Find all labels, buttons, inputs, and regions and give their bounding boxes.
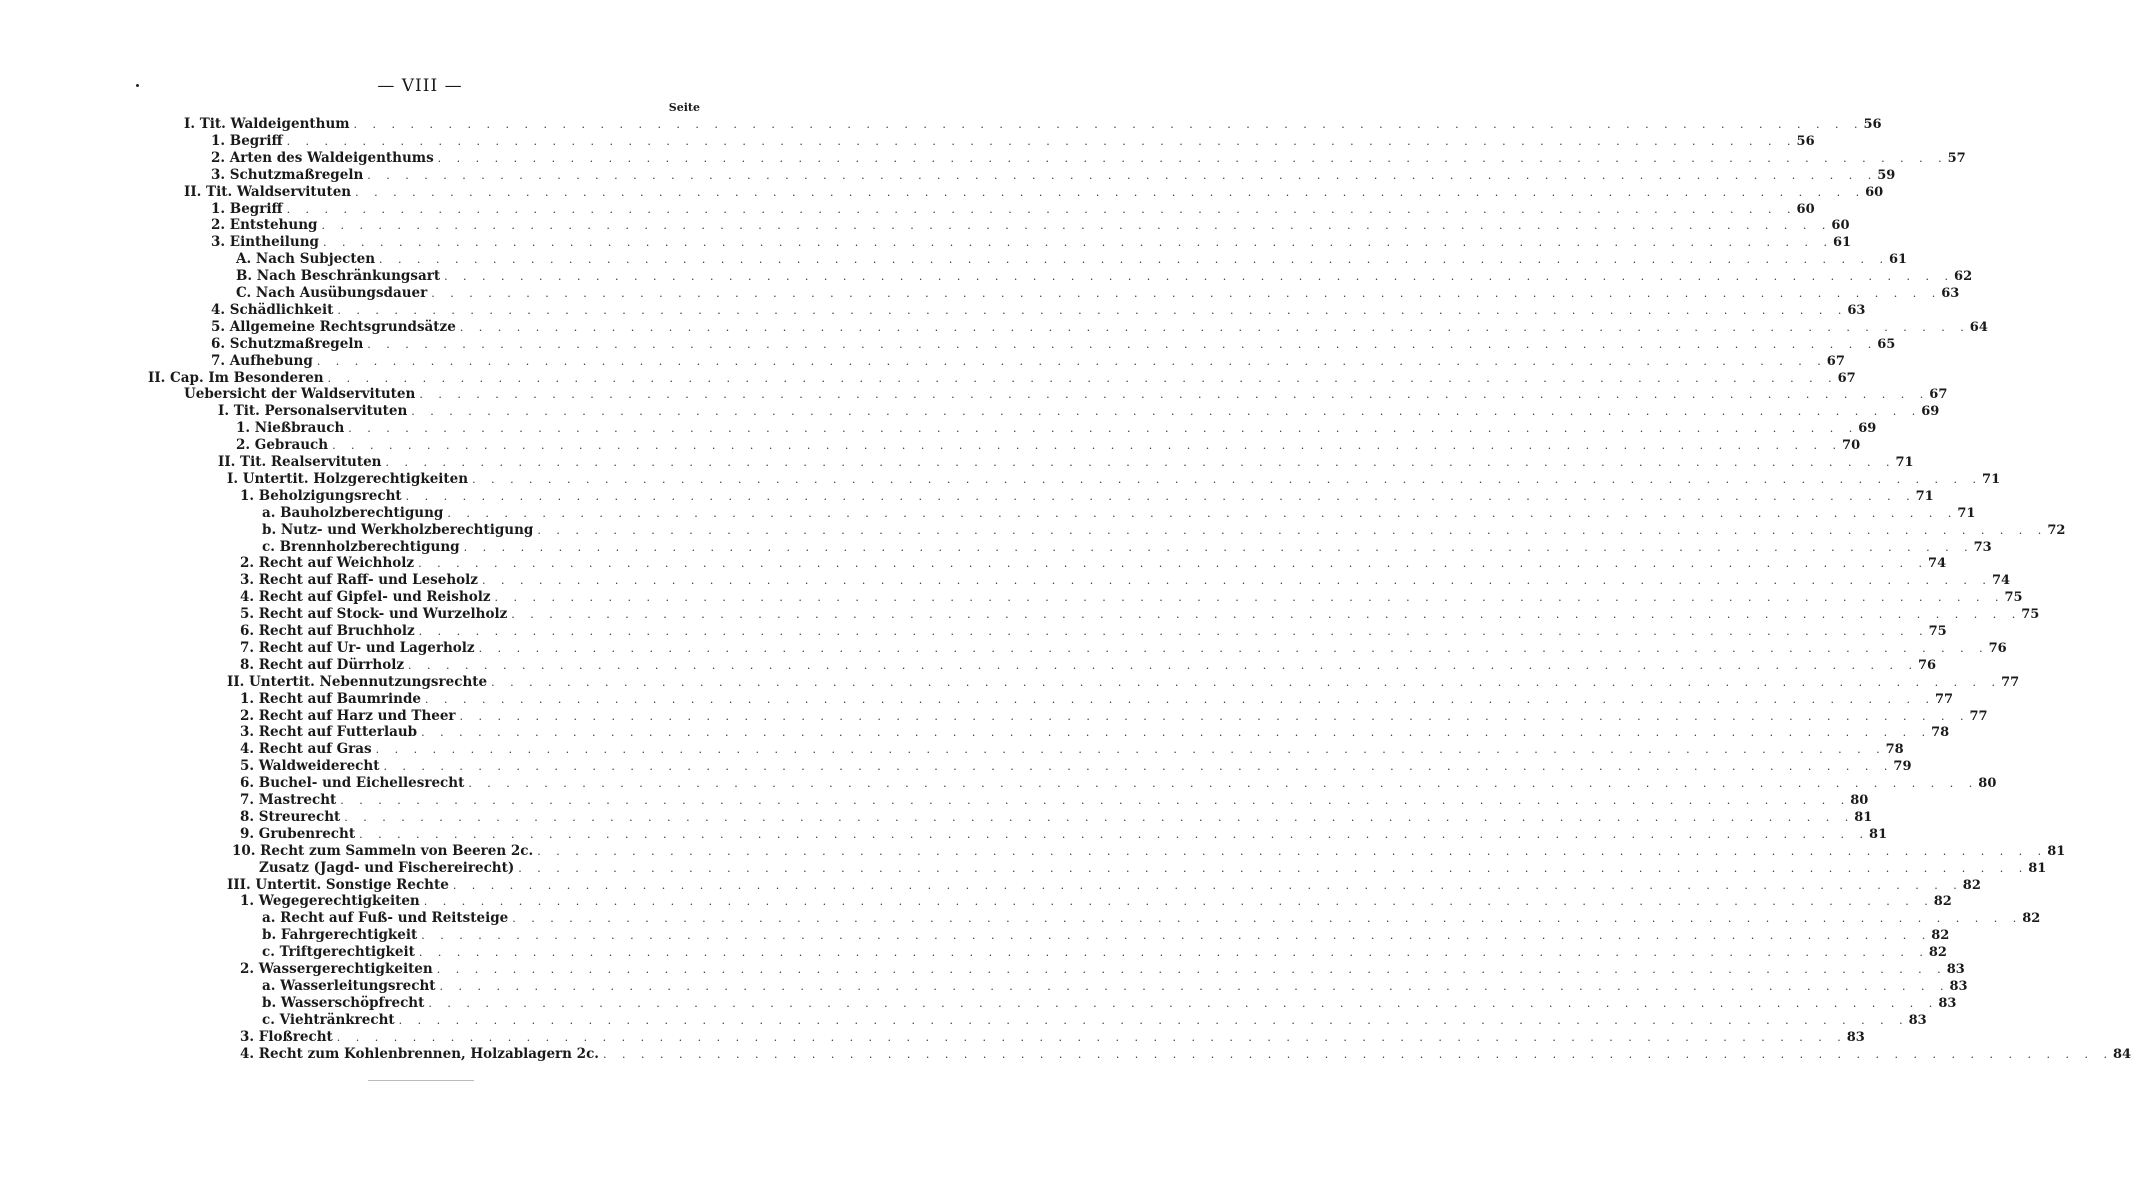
toc-page-number: 83 — [1946, 962, 1965, 977]
toc-entry-title: 3. Floßrecht — [240, 1028, 333, 1045]
toc-leader-dots: . . . . . . . . . . . . . . . . . . . . . . . . . . . . . . . . . . . . . . . . . . . . . . . . . . . . . . . . . . . . . . . . . . . . . . . . . . . . . . . . — [463, 540, 1974, 554]
bottom-rule — [368, 1080, 474, 1081]
toc-entry-title: 1. Recht auf Baumrinde — [240, 690, 421, 707]
toc-page-number: 80 — [1978, 776, 1997, 792]
toc-entry — [0, 268, 1973, 285]
toc-leader-dots: . . . . . . . . . . . . . . . . . . . . . . . . . . . . . . . . . . . . . . . . . . . . . . . . . . . . . . . . . . . . . . . . . . . . . . . . . . . . . . . . — [511, 608, 2022, 622]
toc-leader-dots: . . . . . . . . . . . . . . . . . . . . . . . . . . . . . . . . . . . . . . . . . . . . . . . . . . . . . . . . . . . . . . . . . . . . . . . . . . . . . . . . — [359, 827, 1870, 841]
toc-page-number: 70 — [1842, 438, 1861, 454]
toc-page-number: 60 — [1796, 201, 1815, 217]
toc-entry — [0, 910, 2041, 927]
toc-entry-title: 3. Recht auf Raff- und Leseholz — [240, 572, 478, 589]
toc-entry-title: 4. Schädlichkeit — [211, 301, 334, 318]
toc-page-number: 56 — [1796, 133, 1815, 149]
toc-entry-title: 3. Eintheilung — [211, 234, 319, 251]
toc-entry — [0, 724, 1950, 741]
toc-page-number: 83 — [1938, 995, 1957, 1011]
toc-leader-dots: . . . . . . . . . . . . . . . . . . . . . . . . . . . . . . . . . . . . . . . . . . . . . . . . . . . . . . . . . . . . . . . . . . . . . . . . . . . . . . . . — [478, 641, 1989, 655]
toc-page-number: 79 — [1893, 759, 1912, 775]
toc-entry-title: 8. Recht auf Dürrholz — [240, 656, 405, 673]
toc-entry — [0, 555, 1947, 572]
toc-entry-title: 5. Allgemeine Rechtsgrundsätze — [211, 318, 456, 335]
toc-entry — [0, 132, 1815, 150]
toc-entry — [0, 301, 1866, 319]
toc-leader-dots: . . . . . . . . . . . . . . . . . . . . . . . . . . . . . . . . . . . . . . . . . . . . . . . . . . . . . . . . . . . . . . . . . . . . . . . . . . . . . . . . — [512, 912, 2023, 926]
toc-entry-title: I. Tit. Waldeigenthum — [184, 116, 350, 132]
toc-page-number: 76 — [1988, 640, 2007, 656]
toc-leader-dots: . . . . . . . . . . . . . . . . . . . . . . . . . . . . . . . . . . . . . . . . . . . . . . . . . . . . . . . . . . . . . . . . . . . . . . . . . . . . . . . . — [344, 810, 1855, 824]
toc-entry — [0, 217, 1850, 234]
toc-page-number: 69 — [1921, 404, 1940, 420]
toc-entry — [0, 183, 1884, 201]
toc-entry-title: II. Tit. Waldservituten — [184, 183, 352, 200]
toc-entry-title: c. Viehtränkrecht — [262, 1011, 395, 1028]
toc-page-number: 80 — [1850, 793, 1869, 808]
toc-leader-dots: . . . . . . . . . . . . . . . . . . . . . . . . . . . . . . . . . . . . . . . . . . . . . . . . . . . . . . . . . . . . . . . . . . . . . . . . . . . . . . . . — [418, 557, 1929, 571]
toc-entry-title: 10. Recht zum Sammeln von Beeren 2c. — [232, 842, 534, 859]
toc-entry-title: 2. Gebrauch — [236, 437, 329, 454]
toc-entry — [0, 251, 1908, 268]
toc-page-number: 83 — [1949, 978, 1968, 994]
toc-leader-dots: . . . . . . . . . . . . . . . . . . . . . . . . . . . . . . . . . . . . . . . . . . . . . . . . . . . . . . . . . . . . . . . . . . . . . . . . . . . . . . . . — [286, 202, 1797, 216]
toc-entry-title: 9. Grubenrecht — [240, 825, 356, 842]
toc-leader-dots: . . . . . . . . . . . . . . . . . . . . . . . . . . . . . . . . . . . . . . . . . . . . . . . . . . . . . . . . . . . . . . . . . . . . . . . . . . . . . . . . — [418, 946, 1929, 960]
toc-entry — [0, 961, 1965, 978]
toc-entry — [0, 1028, 1865, 1046]
toc-entry — [0, 639, 2007, 657]
toc-entry-title: b. Fahrgerechtigkeit — [262, 927, 418, 944]
toc-page-number: 61 — [1832, 235, 1852, 251]
toc-entry-title: II. Cap. Im Besonderen — [148, 369, 324, 386]
toc-leader-dots: . . . . . . . . . . . . . . . . . . . . . . . . . . . . . . . . . . . . . . . . . . . . . . . . . . . . . . . . . . . . . . . . . . . . . . . . . . . . . . . . — [408, 658, 1918, 672]
toc-entry-title: I. Untertit. Holzgerechtigkeiten — [227, 470, 469, 487]
toc-page-number: 67 — [1826, 353, 1845, 369]
toc-entry — [0, 572, 2011, 589]
toc-page-number: 75 — [1928, 624, 1947, 639]
toc-entry-title: A. Nach Subjecten — [236, 251, 376, 268]
seite-column-label: Seite — [668, 101, 700, 114]
toc-entry — [0, 285, 1960, 302]
toc-entry-title: III. Untertit. Sonstige Rechte — [227, 876, 449, 893]
toc-entry — [0, 454, 1914, 471]
toc-entry — [0, 927, 1950, 944]
toc-entry — [0, 876, 1981, 894]
toc-entry — [0, 1045, 2131, 1063]
toc-entry-title: 1. Begriff — [211, 132, 283, 149]
toc-leader-dots: . . . . . . . . . . . . . . . . . . . . . . . . . . . . . . . . . . . . . . . . . . . . . . . . . . . . . . . . . . . . . . . . . . . . . . . . . . . . . . . . — [423, 895, 1934, 909]
toc-entry-title: 2. Arten des Waldeigenthums — [211, 149, 434, 166]
toc-page-number: 83 — [1846, 1029, 1865, 1045]
toc-entry — [0, 1011, 1927, 1029]
toc-page-number: 72 — [2047, 522, 2066, 538]
toc-page-number: 77 — [2001, 674, 2020, 690]
toc-entry — [0, 808, 1873, 826]
toc-page-number: 60 — [1865, 184, 1884, 200]
toc-entry — [0, 166, 1896, 184]
toc-page-number: 69 — [1858, 421, 1877, 437]
toc-leader-dots: . . . . . . . . . . . . . . . . . . . . . . . . . . . . . . . . . . . . . . . . . . . . . . . . . . . . . . . . . . . . . . . . . . . . . . . . . . . . . . . . — [340, 794, 1851, 807]
toc-entry — [0, 842, 2066, 860]
toc-entry-title: 2. Recht auf Weichholz — [240, 555, 415, 572]
toc-leader-dots: . . . . . . . . . . . . . . . . . . . . . . . . . . . . . . . . . . . . . . . . . . . . . . . . . . . . . . . . . . . . . . . . . . . . . . . . . . . . . . . . — [379, 253, 1890, 267]
toc-leader-dots: . . . . . . . . . . . . . . . . . . . . . . . . . . . . . . . . . . . . . . . . . . . . . . . . . . . . . . . . . . . . . . . . . . . . . . . . . . . . . . . . — [419, 388, 1930, 402]
toc-entry-title: a. Wasserleitungsrecht — [262, 977, 436, 994]
toc-page-number: 82 — [2022, 911, 2041, 927]
toc-page-number: 67 — [1837, 370, 1856, 386]
toc-page-number: 71 — [1957, 505, 1976, 521]
toc-leader-dots: . . . . . . . . . . . . . . . . . . . . . . . . . . . . . . . . . . . . . . . . . . . . . . . . . . . . . . . . . . . . . . . . . . . . . . . . . . . . . . . . — [348, 422, 1859, 436]
toc-entry-title: b. Nutz- und Werkholzberechtigung — [262, 521, 534, 538]
toc-entry — [0, 656, 1937, 674]
toc-entry-title: 4. Recht auf Gipfel- und Reisholz — [240, 589, 491, 606]
toc-page-number: 74 — [1928, 556, 1947, 572]
toc-entry — [0, 538, 1992, 556]
toc-entry-title: 5. Recht auf Stock- und Wurzelholz — [240, 606, 508, 623]
toc-page-number: 59 — [1877, 167, 1896, 183]
toc-leader-dots: . . . . . . . . . . . . . . . . . . . . . . . . . . . . . . . . . . . . . . . . . . . . . . . . . . . . . . . . . . . . . . . . . . . . . . . . . . . . . . . . — [603, 1047, 2113, 1061]
toc-page-number: 82 — [1962, 877, 1981, 893]
toc-entry-title: Zusatz (Jagd- und Fischereirecht) — [259, 859, 515, 876]
toc-leader-dots: . . . . . . . . . . . . . . . . . . . . . . . . . . . . . . . . . . . . . . . . . . . . . . . . . . . . . . . . . . . . . . . . . . . . . . . . . . . . . . . . — [336, 1030, 1847, 1044]
toc-page-number: 83 — [1908, 1012, 1927, 1028]
toc-leader-dots: . . . . . . . . . . . . . . . . . . . . . . . . . . . . . . . . . . . . . . . . . . . . . . . . . . . . . . . . . . . . . . . . . . . . . . . . . . . . . . . . — [321, 219, 1832, 233]
toc-page-number: 60 — [1831, 218, 1850, 234]
toc-leader-dots: . . . . . . . . . . . . . . . . . . . . . . . . . . . . . . . . . . . . . . . . . . . . . . . . . . . . . . . . . . . . . . . . . . . . . . . . . . . . . . . . — [323, 236, 1833, 250]
toc-page-number: 63 — [1941, 286, 1960, 301]
toc-entry — [0, 825, 1888, 843]
toc-page-number: 78 — [1885, 742, 1904, 758]
toc-entry-title: B. Nach Beschränkungsart — [236, 268, 441, 285]
toc-entry-title: 1. Wegegerechtigkeiten — [240, 893, 420, 910]
toc-page-number: 82 — [1931, 928, 1950, 944]
toc-leader-dots: . . . . . . . . . . . . . . . . . . . . . . . . . . . . . . . . . . . . . . . . . . . . . . . . . . . . . . . . . . . . . . . . . . . . . . . . . . . . . . . . — [405, 489, 1916, 503]
toc-entry — [0, 690, 1954, 708]
toc-page-number: 61 — [1889, 252, 1908, 268]
toc-page-number: 73 — [1973, 539, 1992, 555]
toc-leader-dots: . . . . . . . . . . . . . . . . . . . . . . . . . . . . . . . . . . . . . . . . . . . . . . . . . . . . . . . . . . . . . . . . . . . . . . . . . . . . . . . . — [459, 320, 1970, 334]
toc-page-number: 82 — [1928, 945, 1947, 961]
toc-entry — [0, 335, 1896, 353]
toc-leader-dots: . . . . . . . . . . . . . . . . . . . . . . . . . . . . . . . . . . . . . . . . . . . . . . . . . . . . . . . . . . . . . . . . . . . . . . . . . . . . . . . . — [431, 287, 1942, 300]
toc-entry — [0, 318, 1988, 336]
toc-entry — [0, 470, 2001, 488]
toc-entry-title: a. Recht auf Fuß- und Reitsteige — [262, 910, 509, 927]
toc-entry — [0, 149, 1966, 167]
toc-page-number: 71 — [1915, 488, 1934, 504]
toc-entry-title: II. Tit. Realservituten — [218, 454, 382, 470]
toc-leader-dots: . . . . . . . . . . . . . . . . . . . . . . . . . . . . . . . . . . . . . . . . . . . . . . . . . . . . . . . . . . . . . . . . . . . . . . . . . . . . . . . . — [327, 371, 1838, 385]
toc-leader-dots: . . . . . . . . . . . . . . . . . . . . . . . . . . . . . . . . . . . . . . . . . . . . . . . . . . . . . . . . . . . . . . . . . . . . . . . . . . . . . . . . — [367, 168, 1878, 182]
toc-entry-title: 4. Recht zum Kohlenbrennen, Holzablagern 2c. — [240, 1045, 599, 1062]
toc-page-number: 78 — [1931, 725, 1950, 741]
toc-leader-dots: . . . . . . . . . . . . . . . . . . . . . . . . . . . . . . . . . . . . . . . . . . . . . . . . . . . . . . . . . . . . . . . . . . . . . . . . . . . . . . . . — [418, 625, 1929, 638]
toc-leader-dots: . . . . . . . . . . . . . . . . . . . . . . . . . . . . . . . . . . . . . . . . . . . . . . . . . . . . . . . . . . . . . . . . . . . . . . . . . . . . . . . . — [481, 574, 1992, 588]
toc-leader-dots: . . . . . . . . . . . . . . . . . . . . . . . . . . . . . . . . . . . . . . . . . . . . . . . . . . . . . . . . . . . . . . . . . . . . . . . . . . . . . . . . — [439, 979, 1950, 993]
toc-entry — [0, 792, 1869, 809]
toc-entry — [0, 775, 1997, 792]
toc-entry — [0, 758, 1912, 775]
toc-entry-title: b. Wasserschöpfrecht — [262, 994, 425, 1011]
toc-entry — [0, 352, 1845, 370]
toc-page-number: 56 — [1863, 117, 1882, 132]
toc-entry-title: 7. Aufhebung — [211, 352, 313, 369]
toc-leader-dots: . . . . . . . . . . . . . . . . . . . . . . . . . . . . . . . . . . . . . . . . . . . . . . . . . . . . . . . . . . . . . . . . . . . . . . . . . . . . . . . . — [316, 354, 1827, 368]
toc-entry — [0, 893, 1952, 910]
toc-leader-dots: . . . . . . . . . . . . . . . . . . . . . . . . . . . . . . . . . . . . . . . . . . . . . . . . . . . . . . . . . . . . . . . . . . . . . . . . . . . . . . . . — [518, 861, 2029, 875]
toc-entry — [0, 673, 2020, 691]
toc-entry-title: 3. Recht auf Futterlaub — [240, 724, 418, 741]
toc-leader-dots: . . . . . . . . . . . . . . . . . . . . . . . . . . . . . . . . . . . . . . . . . . . . . . . . . . . . . . . . . . . . . . . . . . . . . . . . . . . . . . . . — [383, 760, 1894, 774]
toc-entry-title: Uebersicht der Waldservituten — [184, 386, 416, 403]
toc-page-number: 76 — [1917, 657, 1937, 673]
toc-leader-dots: . . . . . . . . . . . . . . . . . . . . . . . . . . . . . . . . . . . . . . . . . . . . . . . . . . . . . . . . . . . . . . . . . . . . . . . . . . . . . . . . — [398, 1013, 1909, 1027]
toc-entry — [0, 386, 1948, 403]
toc-entry — [0, 504, 1976, 522]
toc-entry-title: 1. Nießbrauch — [236, 420, 345, 437]
toc-page-number: 81 — [2028, 860, 2047, 876]
toc-entry — [0, 977, 1968, 995]
toc-entry — [0, 234, 1852, 251]
toc-entry — [0, 994, 1957, 1012]
toc-entry — [0, 403, 1940, 420]
toc-leader-dots: . . . . . . . . . . . . . . . . . . . . . . . . . . . . . . . . . . . . . . . . . . . . . . . . . . . . . . . . . . . . . . . . . . . . . . . . . . . . . . . . — [421, 929, 1932, 943]
toc-entry — [0, 200, 1815, 218]
toc-entry-title: a. Bauholzberechtigung — [262, 504, 444, 521]
toc-entry-title: 6. Schutzmaßregeln — [211, 335, 364, 352]
toc-entry-title: II. Untertit. Nebennutzungsrechte — [227, 673, 488, 690]
toc-leader-dots: . . . . . . . . . . . . . . . . . . . . . . . . . . . . . . . . . . . . . . . . . . . . . . . . . . . . . . . . . . . . . . . . . . . . . . . . . . . . . . . . — [424, 692, 1935, 706]
toc-page-number: 67 — [1929, 387, 1948, 403]
toc-page-number: 75 — [2004, 590, 2023, 606]
toc-entry — [0, 437, 1861, 454]
toc-leader-dots: . . . . . . . . . . . . . . . . . . . . . . . . . . . . . . . . . . . . . . . . . . . . . . . . . . . . . . . . . . . . . . . . . . . . . . . . . . . . . . . . — [437, 151, 1948, 165]
toc-entry — [0, 944, 1947, 961]
toc-leader-dots: . . . . . . . . . . . . . . . . . . . . . . . . . . . . . . . . . . . . . . . . . . . . . . . . . . . . . . . . . . . . . . . . . . . . . . . . . . . . . . . . — [286, 134, 1797, 148]
toc-leader-dots: . . . . . . . . . . . . . . . . . . . . . . . . . . . . . . . . . . . . . . . . . . . . . . . . . . . . . . . . . . . . . . . . . . . . . . . . . . . . . . . . — [353, 118, 1864, 131]
toc-entry-title: 6. Buchel- und Eichellesrecht — [240, 775, 465, 792]
toc-page-number: 62 — [1954, 269, 1973, 285]
toc-leader-dots: . . . . . . . . . . . . . . . . . . . . . . . . . . . . . . . . . . . . . . . . . . . . . . . . . . . . . . . . . . . . . . . . . . . . . . . . . . . . . . . . — [537, 844, 2048, 858]
toc-entry-title: c. Brennholzberechtigung — [262, 538, 460, 555]
toc-entry — [0, 859, 2047, 877]
toc-leader-dots: . . . . . . . . . . . . . . . . . . . . . . . . . . . . . . . . . . . . . . . . . . . . . . . . . . . . . . . . . . . . . . . . . . . . . . . . . . . . . . . . — [468, 777, 1979, 791]
toc-page-number: 81 — [2047, 843, 2066, 859]
toc-leader-dots: . . . . . . . . . . . . . . . . . . . . . . . . . . . . . . . . . . . . . . . . . . . . . . . . . . . . . . . . . . . . . . . . . . . . . . . . . . . . . . . . — [375, 743, 1886, 757]
toc-leader-dots: . . . . . . . . . . . . . . . . . . . . . . . . . . . . . . . . . . . . . . . . . . . . . . . . . . . . . . . . . . . . . . . . . . . . . . . . . . . . . . . . — [332, 439, 1843, 453]
toc-leader-dots: . . . . . . . . . . . . . . . . . . . . . . . . . . . . . . . . . . . . . . . . . . . . . . . . . . . . . . . . . . . . . . . . . . . . . . . . . . . . . . . . — [428, 996, 1939, 1010]
toc-page-number: 77 — [1969, 708, 1988, 724]
toc-page-number: 81 — [1869, 826, 1888, 842]
toc-page-number: 57 — [1947, 150, 1966, 166]
toc-entry-title: 7. Mastrecht — [240, 792, 337, 808]
toc-entry-title: 7. Recht auf Ur- und Lagerholz — [240, 639, 475, 656]
toc-page-number: 77 — [1934, 691, 1954, 707]
toc-page-number: 63 — [1847, 302, 1866, 318]
toc-leader-dots: . . . . . . . . . . . . . . . . . . . . . . . . . . . . . . . . . . . . . . . . . . . . . . . . . . . . . . . . . . . . . . . . . . . . . . . . . . . . . . . . — [436, 963, 1947, 976]
toc-page-number: 71 — [1982, 471, 2001, 487]
toc-page-number: 82 — [1933, 894, 1952, 910]
toc-entry-title: 6. Recht auf Bruchholz — [240, 623, 415, 639]
toc-entry — [0, 369, 1856, 387]
page-number-header: — VIII — — [377, 76, 463, 96]
toc-entry-title: 5. Waldweiderecht — [240, 758, 380, 775]
toc-leader-dots: . . . . . . . . . . . . . . . . . . . . . . . . . . . . . . . . . . . . . . . . . . . . . . . . . . . . . . . . . . . . . . . . . . . . . . . . . . . . . . . . — [452, 878, 1963, 892]
toc-entry-title: 4. Recht auf Gras — [240, 741, 372, 758]
toc-entry-title: 2. Recht auf Harz und Theer — [240, 707, 456, 724]
toc-entry-title: 2. Entstehung — [211, 217, 318, 234]
toc-entry — [0, 606, 2040, 623]
toc-entry-title: 1. Begriff — [211, 200, 283, 217]
toc-entry-title: 8. Streurecht — [240, 808, 341, 825]
toc-page-number: 64 — [1969, 319, 1988, 335]
toc-page-number: 81 — [1854, 809, 1873, 825]
toc-entry — [0, 420, 1877, 437]
toc-entry — [0, 487, 1934, 505]
toc-entry-title: c. Triftgerechtigkeit — [262, 944, 415, 961]
toc-page-number: 75 — [2021, 607, 2040, 623]
toc-leader-dots: . . . . . . . . . . . . . . . . . . . . . . . . . . . . . . . . . . . . . . . . . . . . . . . . . . . . . . . . . . . . . . . . . . . . . . . . . . . . . . . . — [537, 523, 2048, 537]
toc-leader-dots: . . . . . . . . . . . . . . . . . . . . . . . . . . . . . . . . . . . . . . . . . . . . . . . . . . . . . . . . . . . . . . . . . . . . . . . . . . . . . . . . — [447, 506, 1958, 520]
toc-leader-dots: . . . . . . . . . . . . . . . . . . . . . . . . . . . . . . . . . . . . . . . . . . . . . . . . . . . . . . . . . . . . . . . . . . . . . . . . . . . . . . . . — [472, 472, 1983, 486]
toc-entry-title: C. Nach Ausübungsdauer — [236, 285, 428, 301]
toc-entry — [0, 623, 1947, 640]
toc-entry-title: 1. Beholzigungsrecht — [240, 487, 402, 504]
toc-leader-dots: . . . . . . . . . . . . . . . . . . . . . . . . . . . . . . . . . . . . . . . . . . . . . . . . . . . . . . . . . . . . . . . . . . . . . . . . . . . . . . . . — [459, 709, 1970, 723]
toc-leader-dots: . . . . . . . . . . . . . . . . . . . . . . . . . . . . . . . . . . . . . . . . . . . . . . . . . . . . . . . . . . . . . . . . . . . . . . . . . . . . . . . . — [411, 405, 1922, 419]
toc-leader-dots: . . . . . . . . . . . . . . . . . . . . . . . . . . . . . . . . . . . . . . . . . . . . . . . . . . . . . . . . . . . . . . . . . . . . . . . . . . . . . . . . — [494, 591, 2005, 605]
toc-entry-title: 3. Schutzmaßregeln — [211, 166, 364, 183]
toc-entry — [0, 741, 1904, 758]
toc-entry — [0, 521, 2066, 539]
toc-page-number: 84 — [2112, 1046, 2131, 1062]
toc-entry-title: 2. Wassergerechtigkeiten — [240, 961, 433, 977]
toc-entry-title: I. Tit. Personalservituten — [218, 403, 408, 420]
toc-page-number: 65 — [1877, 336, 1896, 352]
toc-leader-dots: . . . . . . . . . . . . . . . . . . . . . . . . . . . . . . . . . . . . . . . . . . . . . . . . . . . . . . . . . . . . . . . . . . . . . . . . . . . . . . . . — [444, 270, 1955, 284]
toc-leader-dots: . . . . . . . . . . . . . . . . . . . . . . . . . . . . . . . . . . . . . . . . . . . . . . . . . . . . . . . . . . . . . . . . . . . . . . . . . . . . . . . . — [367, 337, 1878, 351]
toc-leader-dots: . . . . . . . . . . . . . . . . . . . . . . . . . . . . . . . . . . . . . . . . . . . . . . . . . . . . . . . . . . . . . . . . . . . . . . . . . . . . . . . . — [491, 675, 2002, 689]
toc-page-number: 74 — [1991, 573, 2011, 589]
toc-entry — [0, 116, 1882, 133]
toc-entry — [0, 707, 1988, 725]
toc-leader-dots: . . . . . . . . . . . . . . . . . . . . . . . . . . . . . . . . . . . . . . . . . . . . . . . . . . . . . . . . . . . . . . . . . . . . . . . . . . . . . . . . — [355, 185, 1866, 199]
toc-page-number: 71 — [1895, 455, 1914, 470]
toc-leader-dots: . . . . . . . . . . . . . . . . . . . . . . . . . . . . . . . . . . . . . . . . . . . . . . . . . . . . . . . . . . . . . . . . . . . . . . . . . . . . . . . . — [421, 726, 1932, 740]
toc-leader-dots: . . . . . . . . . . . . . . . . . . . . . . . . . . . . . . . . . . . . . . . . . . . . . . . . . . . . . . . . . . . . . . . . . . . . . . . . . . . . . . . . — [337, 303, 1848, 317]
toc-leader-dots: . . . . . . . . . . . . . . . . . . . . . . . . . . . . . . . . . . . . . . . . . . . . . . . . . . . . . . . . . . . . . . . . . . . . . . . . . . . . . . . . — [385, 456, 1896, 469]
toc-entry — [0, 589, 2023, 606]
